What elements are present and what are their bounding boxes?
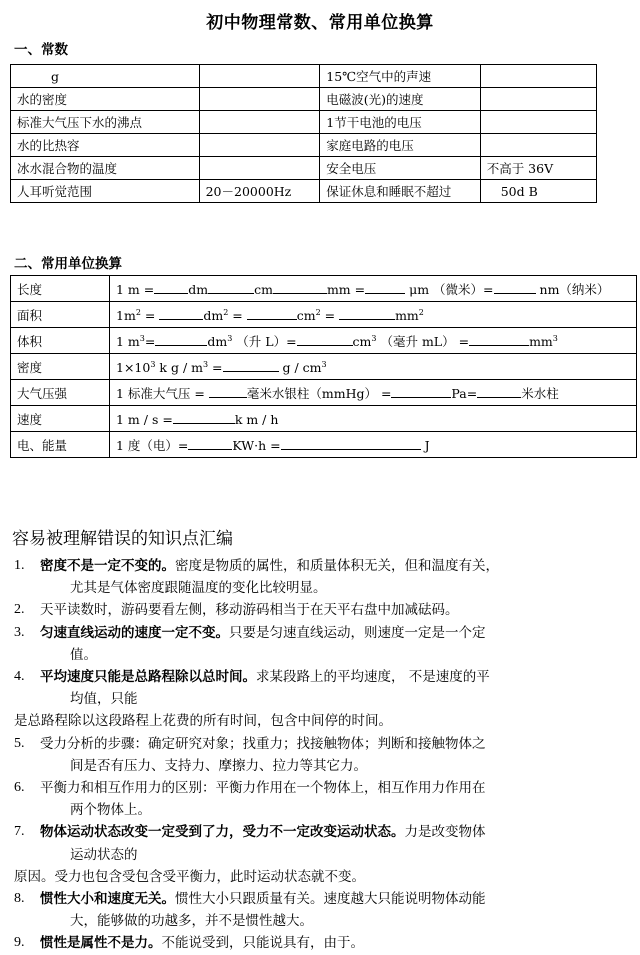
table-cell: 家庭电路的电压 xyxy=(320,134,480,157)
table-row xyxy=(11,134,597,157)
row-label: 大气压强 xyxy=(11,380,110,406)
list-item xyxy=(14,599,626,621)
table-row xyxy=(11,302,637,328)
misconceptions-heading: 容易被理解错误的知识点汇编 xyxy=(12,529,233,549)
list-item xyxy=(14,733,626,777)
table-row xyxy=(11,180,597,203)
item-continuation: 大，能够做的功越多，并不是惯性越大。 xyxy=(70,913,313,930)
table-row xyxy=(11,157,597,180)
item-continuation: 运动状态的 xyxy=(70,846,138,863)
item-number: 5. xyxy=(14,735,25,751)
item-number: 7. xyxy=(14,824,25,840)
section-units-heading: 二、常用单位换算 xyxy=(14,256,122,272)
table-cell: 不高于 36V xyxy=(480,157,596,180)
table-cell: 1节干电池的电压 xyxy=(320,111,480,134)
row-label: 密度 xyxy=(11,354,110,380)
item-continuation: 两个物体上。 xyxy=(70,802,151,819)
item-key-point: 物体运动状态改变一定受到了力，受力不一定改变运动状态。 xyxy=(40,824,405,841)
item-continuation: 均值，只能 xyxy=(70,691,138,708)
item-text: 平衡力和相互作用力的区别：平衡力作用在一个物体上，相互作用力作用在 xyxy=(40,780,486,797)
item-text: 密度是物质的属性，和质量体积无关，但和温度有关， xyxy=(175,558,499,574)
table-row xyxy=(11,380,637,406)
list-item xyxy=(14,555,626,599)
list-item xyxy=(14,666,626,710)
table-cell: 15℃空气中的声速 xyxy=(320,65,480,88)
page-title: 初中物理常数、常用单位换算 xyxy=(206,13,434,33)
density-conversion: $1\times 10^3$ k $g / m^3 = g / cm^3$ xyxy=(110,354,637,380)
item-key-point: 匀速直线运动的速度一定不变。 xyxy=(40,624,229,641)
item-number: 8. xyxy=(14,891,25,907)
table-cell xyxy=(199,134,320,157)
item-continuation: 间是否有压力、支持力、摩擦力、拉力等其它力。 xyxy=(70,757,367,774)
row-label: 体积 xyxy=(11,328,110,354)
table-row xyxy=(11,276,637,302)
table-cell: g xyxy=(11,65,200,88)
area-conversion: $1m^2 = dm^2 = cm^2 = mm^2$ xyxy=(110,302,637,328)
table-cell: 冰水混合物的温度 xyxy=(11,157,200,180)
table-row xyxy=(11,88,597,111)
table-cell: 安全电压 xyxy=(320,157,480,180)
table-cell: 标准大气压下水的沸点 xyxy=(11,111,200,134)
constants-table xyxy=(10,64,597,203)
section-constants-heading: 一、常数 xyxy=(14,42,68,58)
item-key-point: 惯性是属性不是力。 xyxy=(40,935,162,952)
table-row xyxy=(11,406,637,432)
table-cell: 水的密度 xyxy=(11,88,200,111)
list-item-wrap-line: 是总路程除以这段路程上花费的所有时间，包含中间停的时间。 xyxy=(14,713,392,730)
item-number: 3. xyxy=(14,624,25,640)
item-text: 惯性大小只跟质量有关。速度越大只能说明物体动能 xyxy=(175,891,486,908)
item-text: 只要是匀速直线运动，则速度一定是一个定 xyxy=(229,624,486,641)
list-item xyxy=(14,888,626,932)
list-item-wrap-line: 原因。受力也包含受包含受平衡力，此时运动状态就不变。 xyxy=(14,868,365,885)
item-key-point: 平均速度只能是总路程除以总时间。 xyxy=(40,669,256,686)
row-label: 长度 xyxy=(11,276,110,302)
item-continuation: 值。 xyxy=(70,646,97,663)
table-cell xyxy=(480,111,596,134)
item-number: 4. xyxy=(14,669,25,685)
volume-conversion: 1 $m^3= dm^3$ （升 $L)= cm^3$ （毫升 $mL) = mm^3$ xyxy=(110,328,637,354)
table-cell: 水的比热容 xyxy=(11,134,200,157)
item-number: 6. xyxy=(14,780,25,796)
table-cell xyxy=(480,134,596,157)
table-row xyxy=(11,111,597,134)
units-table xyxy=(10,275,637,458)
item-key-point: 密度不是一定不变的。 xyxy=(40,558,175,574)
row-label: 电、能量 xyxy=(11,432,110,458)
item-key-point: 惯性大小和速度无关。 xyxy=(40,891,175,908)
item-text: 力是改变物体 xyxy=(404,824,486,841)
table-row xyxy=(11,432,637,458)
table-cell xyxy=(199,65,320,88)
row-label: 速度 xyxy=(11,406,110,432)
pressure-conversion: 1 标准大气压 = 毫米水银柱（mmHg） = Pa= 米水柱 xyxy=(110,380,637,406)
table-cell: 人耳听觉范围 xyxy=(11,180,200,203)
table-cell xyxy=(199,111,320,134)
table-cell: 保证休息和睡眠不超过 xyxy=(320,180,480,203)
item-text: 受力分析的步骤：确定研究对象；找重力；找接触物体；判断和接触物体之 xyxy=(40,735,486,752)
list-item xyxy=(14,777,626,821)
row-label: 面积 xyxy=(11,302,110,328)
list-item xyxy=(14,622,626,666)
table-cell xyxy=(480,65,596,88)
item-number: 1. xyxy=(14,558,25,573)
length-conversion: 1 m = dm cm mm = μm （微米）= nm（纳米） xyxy=(110,276,637,302)
speed-conversion: 1 m / s = k m / h xyxy=(110,406,637,432)
table-row xyxy=(11,354,637,380)
item-number: 2. xyxy=(14,602,25,618)
table-cell: 20－20000Hz xyxy=(199,180,320,203)
item-continuation: 尤其是气体密度跟随温度的变化比较明显。 xyxy=(70,580,327,597)
item-number: 9. xyxy=(14,935,25,951)
table-row xyxy=(11,328,637,354)
item-text: 求某段路上的平均速度， 不是速度的平 xyxy=(256,669,490,686)
item-text: 天平读数时，游码要看左侧，移动游码相当于在天平右盘中加减砝码。 xyxy=(40,602,459,619)
table-cell xyxy=(199,157,320,180)
table-row xyxy=(11,65,597,88)
item-text: 不能说受到，只能说具有，由于。 xyxy=(161,935,364,952)
table-cell: 电磁波(光)的速度 xyxy=(320,88,480,111)
list-item xyxy=(14,821,626,865)
table-cell xyxy=(480,88,596,111)
table-cell: 50d B xyxy=(480,180,596,203)
misconceptions-list xyxy=(14,555,626,955)
table-cell xyxy=(199,88,320,111)
energy-conversion: 1 度（电）= KW·h = J xyxy=(110,432,637,458)
